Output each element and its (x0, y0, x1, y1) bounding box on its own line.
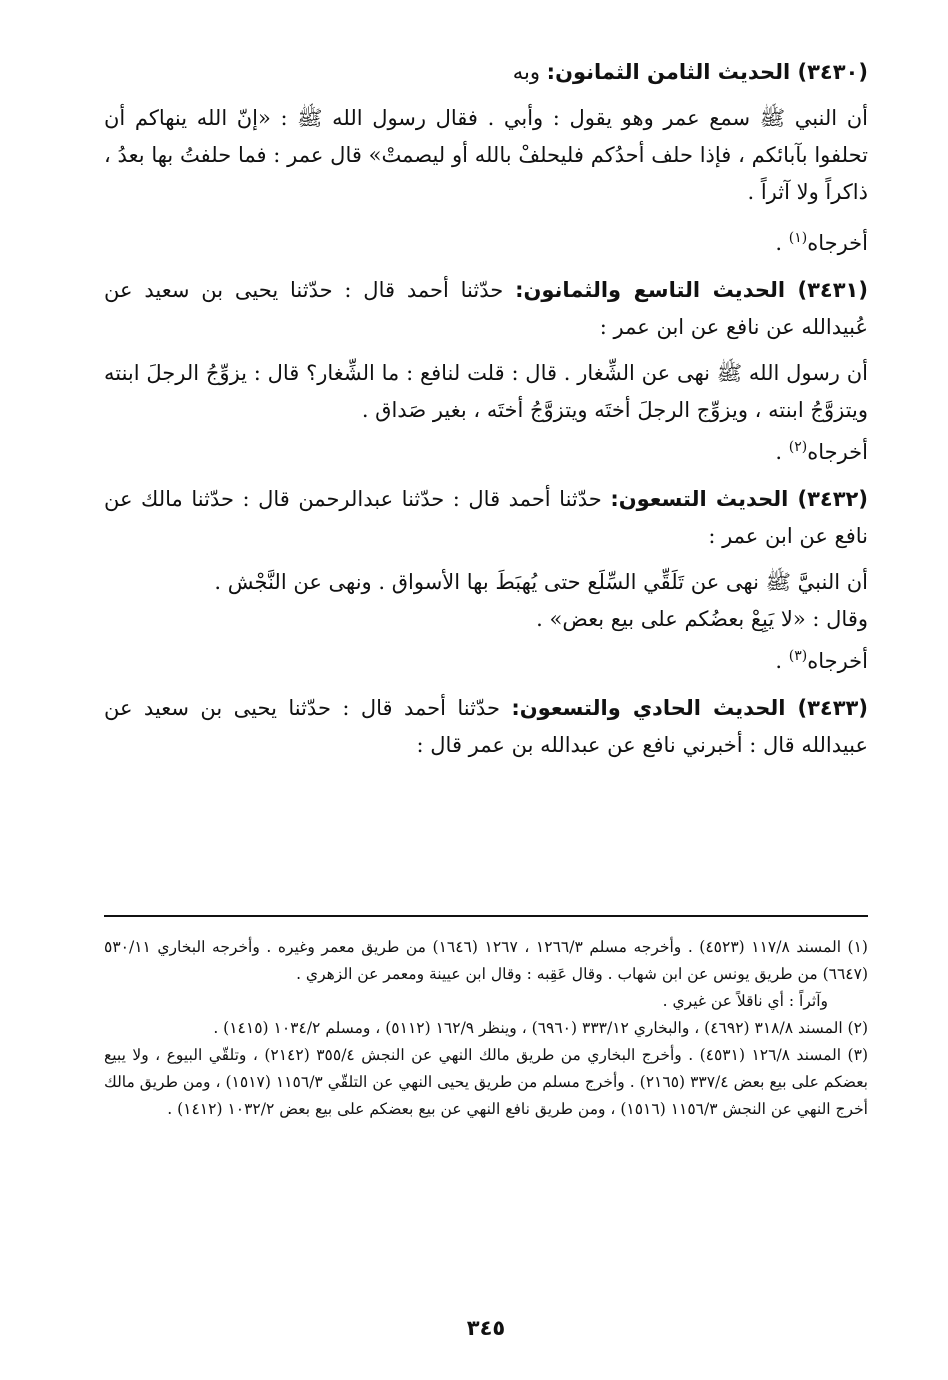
page-content (104, 54, 868, 1340)
footnote-item: وآثراً : أي ناقلاً عن غيري . (662, 992, 828, 1010)
hadith-title: (٣٤٣٣) الحديث الحادي والتسعون: (511, 696, 868, 720)
footnote-ref: (٣) (788, 648, 808, 664)
footnote-ref: (١) (788, 230, 808, 246)
hadith-source: أخرجاه$^{(٢)}$ . (775, 439, 868, 464)
hadith-heading (104, 272, 868, 346)
hadith-heading (104, 54, 868, 91)
footnote-item: (٢) المسند ٣١٨/٨ (٤٦٩٢) ، والبخاري ٣٣٣/١٢ (٦٩٦٠) ، وينظر ١٦٢/٩ (٥١١٢) ، ومسلم ١٠٣٤/٢ (١٤١٥) . (213, 1019, 868, 1037)
footnote-item: (١) المسند ١١٧/٨ (٤٥٢٣) . وأخرجه مسلم ١٢٦٦/٣ ، ١٢٦٧ (١٦٤٦) من طريق معمر وغيره . وأخرجه البخاري ٥٣٠/١١ (٦٦٤٧) من طريق يونس عن ابن شهاب . وقال عَقِبه : وقال ابن عيينة ومعمر عن الزهري . (104, 938, 868, 983)
hadith-chain: حدّثنا أحمد قال : حدّثنا يحيى بن سعيد عن عبيدالله قال : أخبرني نافع عن عبدالله بن عمر قال : (104, 696, 868, 757)
hadith-text: أن النبيَّ ﷺ نهى عن تَلَقِّي السِّلَع حتى يُهبَطَ بها الأسواق . ونهى عن النَّجْش . (214, 570, 868, 594)
hadith-text: أن النبي ﷺ سمع عمر وهو يقول : وأبي . فقال رسول الله ﷺ : «إنّ الله ينهاكم أن تحلفوا بآبائكم ، فإذا حلف أحدُكم فليحلفْ بالله أو ليصمتْ» قال عمر : فما حلفتُ بها بعدُ ، ذاكراً ولا آثراً . (104, 106, 868, 204)
footnote-divider (104, 915, 868, 917)
footnote-ref: (٢) (788, 439, 808, 455)
page-number: ٣٤٥ (466, 1316, 506, 1340)
hadith-title: (٣٤٣٠) الحديث الثامن الثمانون: (546, 60, 868, 84)
source-label: أخرجاه (807, 649, 868, 673)
hadith-heading (104, 690, 868, 764)
hadith-title: (٣٤٣١) الحديث التاسع والثمانون: (515, 278, 868, 302)
footnote-item: (٣) المسند ١٢٦/٨ (٤٥٣١) . وأخرج البخاري من طريق مالك النهي عن النجش ٣٥٥/٤ (٢١٤٢) ، وتلقّي البيوع ، ولا يبيع بعضكم على بيع بعض ٣٣٧/٤ (٢١٦٥) . وأخرج مسلم من طريق يحيى النهي عن التلقّي ١١٥٦/٣ (١٥١٧) ، ومن طريق مالك أخرج النهي عن النجش ١١٥٦/٣ (١٥١٦) ، ومن طريق نافع النهي عن بيع بعضكم على بيع بعض ١٠٣٢/٢ (١٤١٢) . (104, 1046, 868, 1118)
hadith-text: وقال : «لا يَبِعْ بعضُكم على بيع بعض» . (536, 607, 868, 631)
hadith-chain: حدّثنا أحمد قال : حدّثنا عبدالرحمن قال : حدّثنا مالك عن نافع عن ابن عمر : (104, 487, 868, 548)
hadith-text: أن رسول الله ﷺ نهى عن الشِّغار . قال : قلت لنافع : ما الشِّغار؟ قال : يزوِّجُ الرجلَ ابنته ويتزوَّجُ ابنته ، ويزوِّج الرجلَ أختَه ويتزوَّجُ أختَه ، بغير صَداق . (104, 361, 868, 422)
hadith-heading (104, 481, 868, 555)
hadith-source: أخرجاه$^{(٣)}$ . (775, 648, 868, 673)
footnotes (104, 934, 868, 1123)
hadith-source: أخرجاه$^{(١)}$ . (775, 230, 868, 255)
hadith-chain: حدّثنا أحمد قال : حدّثنا يحيى بن سعيد عن عُبيدالله عن نافع عن ابن عمر : (104, 278, 868, 339)
source-label: أخرجاه (807, 440, 868, 464)
source-label: أخرجاه (807, 231, 868, 255)
hadith-chain: وبه (512, 60, 547, 84)
hadith-title: (٣٤٣٢) الحديث التسعون: (610, 487, 868, 511)
